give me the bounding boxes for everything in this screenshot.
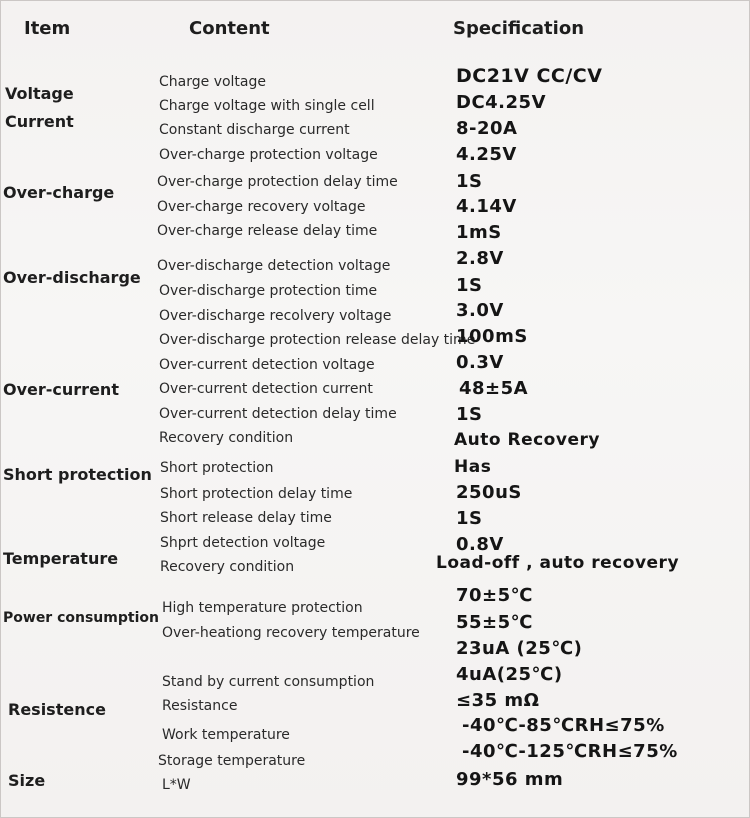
content-item: Over-charge release delay time: [157, 223, 378, 239]
content-item: Over-charge protection delay time: [157, 174, 398, 190]
category-overcharge: Over-charge: [3, 183, 115, 202]
content-item: High temperature protection: [162, 600, 363, 616]
content-item: Over-discharge detection voltage: [157, 258, 391, 274]
category-voltage: Voltage: [5, 84, 74, 103]
spec-value: 4.25V: [456, 144, 517, 165]
spec-value: 100mS: [456, 326, 528, 347]
spec-value: 3.0V: [456, 300, 504, 321]
spec-value: 0.8V: [456, 534, 504, 555]
header-content: Content: [189, 18, 270, 39]
category-power-consumption: Power consumption: [3, 610, 159, 626]
spec-value: 4uA(25℃): [456, 664, 563, 685]
category-resistence: Resistence: [8, 700, 106, 719]
spec-value: 1S: [456, 404, 483, 425]
content-item: Charge voltage: [159, 74, 266, 90]
spec-value: 1S: [456, 508, 483, 529]
content-item: L*W: [162, 777, 191, 793]
spec-value: 1S: [456, 275, 483, 296]
spec-value: 1S: [456, 171, 483, 192]
spec-value: 4.14V: [456, 196, 517, 217]
category-overdischarge: Over-discharge: [3, 268, 141, 287]
content-item: Over-current detection current: [159, 381, 373, 397]
content-item: Storage temperature: [158, 753, 306, 769]
content-item: Shprt detection voltage: [160, 535, 326, 551]
spec-value: 2.8V: [456, 248, 504, 269]
spec-value: Load-off , auto recovery: [436, 553, 680, 573]
content-item: Over-discharge recolvery voltage: [159, 308, 392, 324]
spec-value: 0.3V: [456, 352, 504, 373]
spec-value: 1mS: [456, 222, 502, 243]
spec-value: Auto Recovery: [454, 430, 600, 450]
category-size: Size: [8, 771, 46, 790]
content-item: Over-current detection delay time: [159, 406, 397, 422]
content-item: Over-charge protection voltage: [159, 147, 378, 163]
spec-value: -40℃-85℃RH≤75%: [462, 715, 665, 736]
spec-value: -40℃-125℃RH≤75%: [462, 741, 678, 762]
content-item: Short protection: [160, 460, 274, 476]
content-item: Over-heationg recovery temperature: [162, 625, 420, 641]
category-current: Current: [5, 112, 74, 131]
spec-value: DC4.25V: [456, 92, 546, 113]
spec-value: 250uS: [456, 482, 522, 503]
spec-value: DC21V CC/CV: [456, 65, 603, 87]
spec-value: 48±5A: [459, 378, 529, 399]
content-item: Resistance: [162, 698, 238, 714]
content-item: Work temperature: [162, 727, 290, 743]
spec-value: Has: [454, 457, 492, 477]
header-item: Item: [24, 18, 71, 39]
content-item: Over-discharge protection time: [159, 283, 378, 299]
header-specification: Specification: [453, 18, 585, 39]
spec-value: 55±5℃: [456, 612, 533, 633]
category-short-protection: Short protection: [3, 465, 152, 484]
content-item: Recovery condition: [159, 430, 294, 446]
content-item: Stand by current consumption: [162, 674, 375, 690]
spec-value: 99*56 mm: [456, 769, 564, 790]
content-item: Short protection delay time: [160, 486, 353, 502]
spec-value: 8-20A: [456, 118, 518, 139]
category-overcurrent: Over-current: [3, 380, 119, 399]
spec-value: 23uA (25℃): [456, 638, 583, 659]
content-item: Over-discharge protection release delay time: [159, 332, 476, 348]
spec-value: ≤35 mΩ: [456, 690, 540, 711]
content-item: Over-charge recovery voltage: [157, 199, 366, 215]
content-item: Short release delay time: [160, 510, 332, 526]
content-item: Over-current detection voltage: [159, 357, 375, 373]
content-item: Recovery condition: [160, 559, 295, 575]
spec-value: 70±5℃: [456, 585, 533, 606]
category-temperature: Temperature: [3, 549, 119, 568]
content-item: Charge voltage with single cell: [159, 98, 375, 114]
content-item: Constant discharge current: [159, 122, 350, 138]
